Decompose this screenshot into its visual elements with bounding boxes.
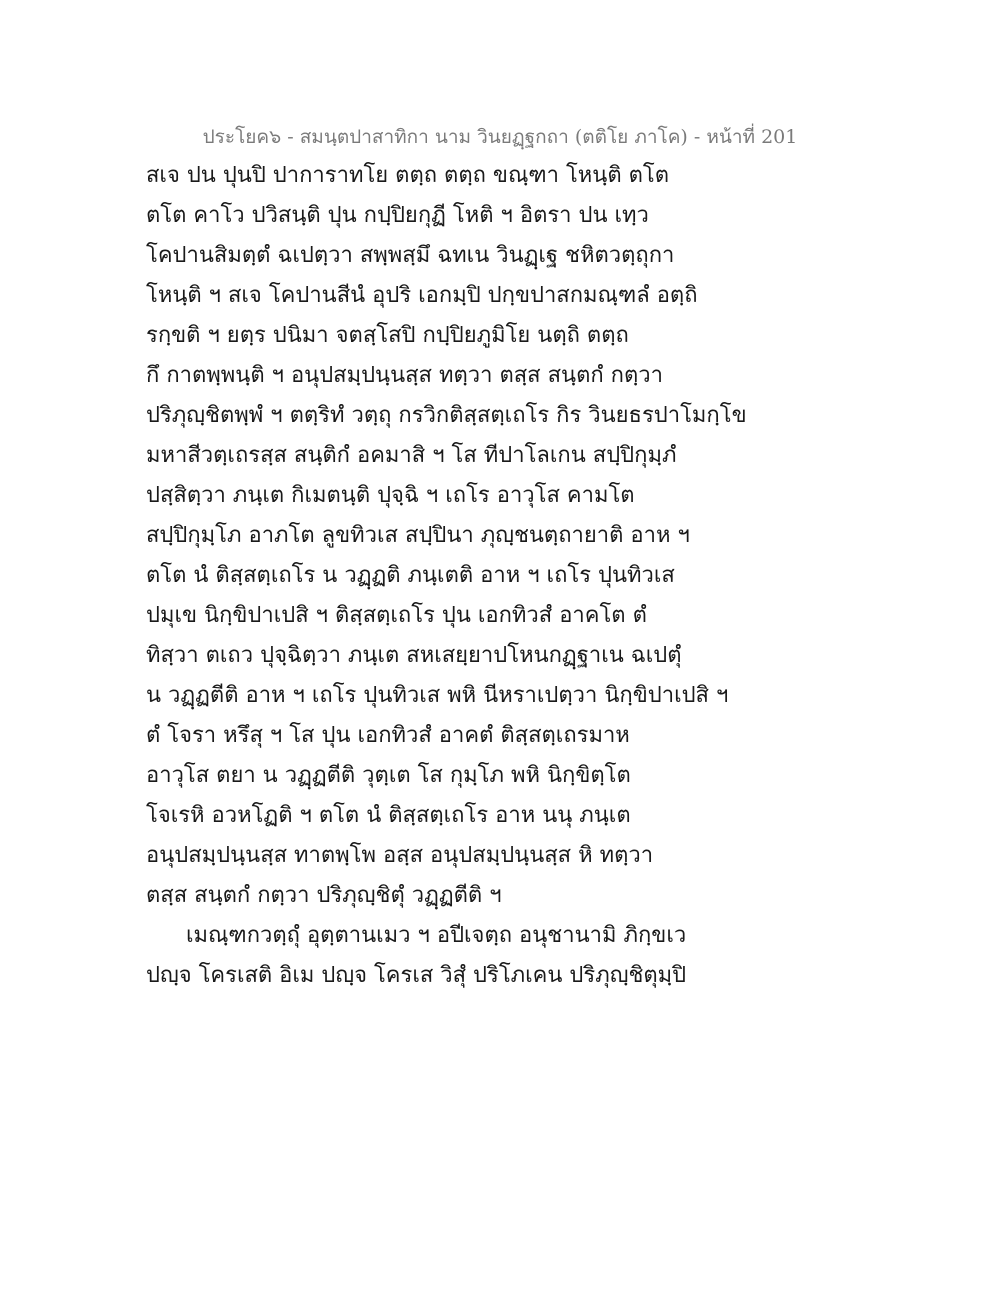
text-line: โจเรหิ อวหโฏติ ฯ ตโต นํ ติสฺสตฺเถโร อาห นนุ ภนฺเต: [146, 803, 631, 828]
text-line: สปฺปิกุมฺโภ อาภโต ลูขทิวเส สปฺปินา ภุญฺชนตฺถายาติ อาห ฯ: [146, 523, 690, 548]
text-line: ปมุเข นิกฺขิปาเปสิ ฯ ติสฺสตฺเถโร ปุน เอกทิวสํ อาคโต ตํ: [146, 603, 647, 628]
running-header: ประโยค๖ - สมนฺตปาสาทิกา นาม วินยฏฺฐกถา (ตติโย ภาโค) - หน้าที่ 201: [202, 126, 798, 148]
text-line: ตสฺส สนฺตกํ กตฺวา ปริภุญฺชิตุํ วฏฺฏตีติ ฯ: [146, 883, 502, 908]
text-line: มหาสีวตฺเถรสฺส สนฺติกํ อคมาสิ ฯ โส ทีปาโลเกน สปฺปิกุมฺภํ: [146, 443, 677, 468]
text-line: ทิสฺวา ตเถว ปุจฺฉิตฺวา ภนฺเต สหเสยฺยาปโหนกฏฺฐาเน ฉเปตุํ: [146, 643, 682, 668]
text-line: กึ กาตพฺพนฺติ ฯ อนุปสมฺปนฺนสฺส ทตฺวา ตสฺส สนฺตกํ กตฺวา: [146, 363, 663, 388]
paragraph-start-line: เมณฺฑกวตฺถุํ อุตฺตานเมว ฯ อปีเจตฺถ อนุชานามิ ภิกฺขเว: [186, 923, 687, 948]
text-line: โคปานสิมตฺตํ ฉเปตฺวา สพฺพสฺมึ ฉทเน วินฏฺเฐ ชหิตวตฺถุกา: [146, 243, 675, 268]
text-line: ตํ โจรา หรึสุ ฯ โส ปุน เอกทิวสํ อาคตํ ติสฺสตฺเถรมาห: [146, 723, 630, 748]
text-line: อาวุโส ตยา น วฏฺฏตีติ วุตฺเต โส กุมฺโภ พหิ นิกฺขิตฺโต: [146, 763, 631, 788]
text-line: อนุปสมฺปนฺนสฺส ทาตพฺโพ อสฺส อนุปสมฺปนฺนสฺส หิ ทตฺวา: [146, 843, 654, 868]
text-line: ตโต นํ ติสฺสตฺเถโร น วฏฺฏติ ภนฺเตติ อาห ฯ เถโร ปุนทิวเส: [146, 563, 675, 588]
text-line: ปสฺสิตฺวา ภนฺเต กิเมตนฺติ ปุจฺฉิ ฯ เถโร อาวุโส คามโต: [146, 483, 635, 508]
text-line: ปญฺจ โครเสติ อิเม ปญฺจ โครเส วิสุํ ปริโภเคน ปริภุญฺชิตุมฺปิ: [146, 963, 687, 988]
text-line: รกฺขติ ฯ ยตฺร ปนิมา จตสฺโสปิ กปฺปิยภูมิโย นตฺถิ ตตฺถ: [146, 323, 629, 348]
text-line: ตโต คาโว ปวิสนฺติ ปุน กปฺปิยกุฏี โหติ ฯ อิตรา ปน เทฺว: [146, 203, 649, 228]
text-line: ปริภุญฺชิตพฺพํ ฯ ตตฺริทํ วตฺถุ กรวิกติสฺสตฺเถโร กิร วินยธรปาโมกฺโข: [146, 403, 747, 428]
text-line: โหนฺติ ฯ สเจ โคปานสีนํ อุปริ เอกมฺปิ ปกฺขปาสกมณฺฑลํ อตฺถิ: [146, 283, 698, 308]
text-line: สเจ ปน ปุนปิ ปาการาทโย ตตฺถ ตตฺถ ขณฺฑา โหนฺติ ตโต: [146, 163, 670, 188]
text-line: น วฏฺฏตีติ อาห ฯ เถโร ปุนทิวเส พหิ นีหราเปตฺวา นิกฺขิปาเปสิ ฯ: [146, 683, 729, 708]
body-text: [146, 156, 747, 996]
